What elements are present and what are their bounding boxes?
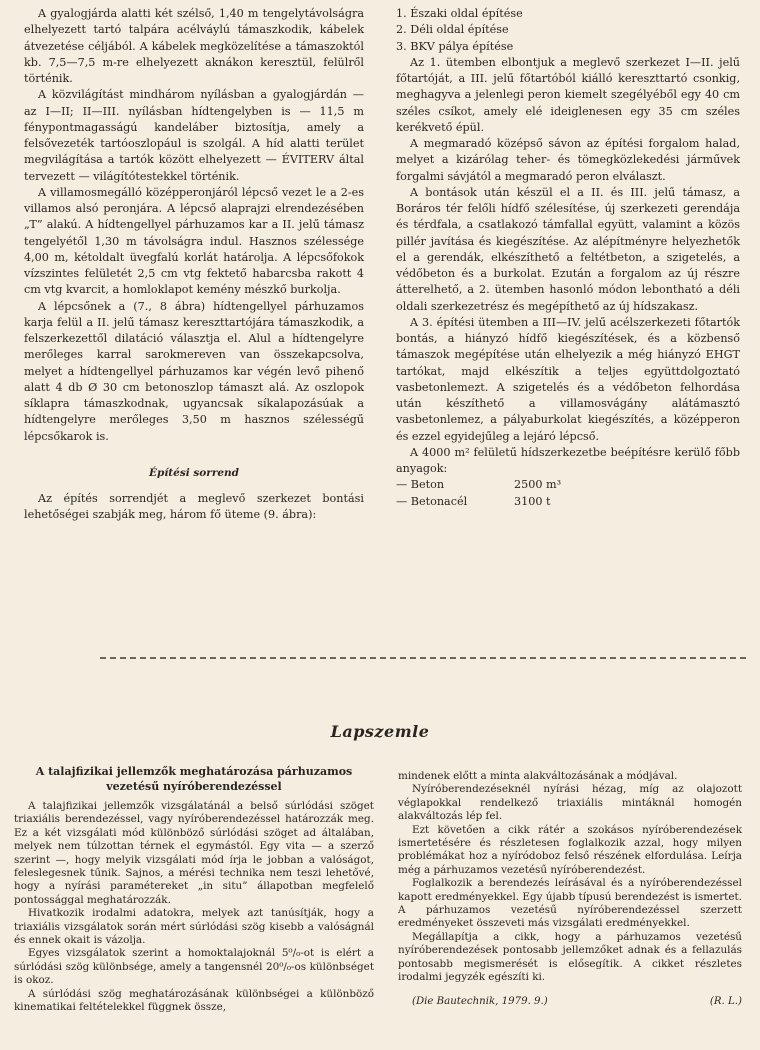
material-name: — Beton — [396, 478, 445, 492]
paragraph: mindenek előtt a minta alakváltozásának a módjával. — [398, 770, 678, 782]
paragraph: A 3. építési ütemben a III—IV. jelű acélszerkezeti főtartók bontás, a hiányzó hídfő kiegészítések, és a közbenső támaszok megépítése után elhelyezik a még hiányzó EHGT tartókat, majd elkészítik a teljes együttdolgoztató vasbetonlemezt. A szigetelés és a védőbeton felhordása után készíthető a villamosvágány alátámasztó vasbetonlemez, a pályaburkolat kiegészítés, a középperon és ezzel egyidejűleg a lejáró lépcső. — [396, 315, 740, 443]
paragraph: Az építés sorrendjét a meglevő szerkezet bontási lehetőségei szabják meg, három fő üteme (9. ábra): — [24, 492, 364, 522]
article-title: A talajfizikai jellemzők meghatározása párhuzamos vezetésű nyíróberendezéssel — [35, 765, 353, 793]
list-item: 2. Déli oldal építése — [396, 23, 509, 37]
paragraph: A talajfizikai jellemzők vizsgálatánál a belső súrlódási szöget triaxiális berendezéssel, vagy nyíróberendezéssel határozzák meg. Ez a két vizsgálati mód különböző súrlódási szöget ad általában, melyek nem túlzottan térnek el egymástól. Egy vita — a szerző szerint —, hogy melyik vizsgálati mód írja le jobban a valóságot, feleslegesnek tűnik. Sajnos, a mérési technika nem teszi lehetővé, hogy a nyírási paramétereket „in situ” állapotban megfelelő pontossággal meghatározzák. — [14, 800, 374, 906]
section-heading: Építési sorrend — [148, 466, 240, 479]
article-author: (R. L.) — [709, 995, 742, 1007]
paragraph: Megállapítja a cikk, hogy a párhuzamos vezetésű nyíróberendezések pontosabb jellemzőket adnak és a fellazulás pontosabb megismerését is elősegítik. A cikket részletes irodalmi jegyzék egészíti ki. — [398, 930, 742, 984]
paragraph: Hivatkozik irodalmi adatokra, melyek azt tanúsítják, hogy a triaxiális vizsgálatok során mért súrlódási szög kisebb a valóságnál és ennek okait is vázolja. — [14, 907, 374, 947]
paragraph: A gyalogjárda alatti két szélső, 1,40 m tengelytávolságra elhelyezett tartó talpára acélváylú támaszkodik, kábelek átvezetése céljából. A kábelek megközelítése a támaszoktól kb. 7,5—7,5 m-re elhelyezett aknákon keresztül, felülről történik. — [24, 7, 364, 85]
material-row — [396, 477, 740, 493]
paragraph: Egyes vizsgálatok szerint a homoktalajoknál 5⁰/₀-ot is elért a súrlódási szög különbsége, amely a tangensnél 20⁰/₀-os különbséget is okoz. — [14, 947, 374, 987]
paragraph: A bontások után készül el a II. és III. jelű támasz, a Boráros tér felőli hídfő szélesítése, új szerkezeti gerendája és térdfala, a csatlakozó támfallal együtt, valamint a közös pillér javítása és kiegészítése. Az alépítményre helyezhetők el a gerendák, elkészíthető a feltétbeton, a szigetelés, a védőbeton és a burkolat. Ezután a forgalom az új részre átterelhető, a 2. ütemben hasonló módon lebontható a déli oldali szerkezetrész és megépíthető az új hídszakasz. — [396, 185, 740, 313]
list-item: 1. Északi oldal építése — [396, 7, 523, 20]
material-qty: 2500 m³ — [514, 478, 562, 492]
material-name: — Betonacél — [396, 494, 468, 508]
material-qty: 3100 t — [514, 494, 551, 508]
list-item: 3. BKV pálya építése — [396, 39, 514, 53]
paragraph: A 4000 m² felületű hídszerkezetbe beépítésre kerülő főbb anyagok: — [396, 445, 740, 475]
phase-list — [396, 6, 740, 55]
paragraph: A megmaradó középső sávon az építési forgalom halad, melyet a kizárólag teher- és tömegközlekedési járművek forgalmi sávjától a megmaradó peron elválaszt. — [396, 137, 740, 183]
paragraph: A lépcsőnek a (7., 8 ábra) hídtengellyel párhuzamos karja felül a II. jelű támasz kereszttartójára támaszkodik, a felszerkezettől dilatáció választja el. Alul a hídtengelyre merőleges karral sarokmereven van összekapcsolva, melyet a hídtengellyel párhuzamos kar végén levő pihenő alatt 4 db Ø 30 cm betonoszlop támaszt alá. Az oszlopok síklapra támaszkodnak, ugyancsak síkalapozásúak a hídtengelyre merőleges 3,50 m hasznos szélességű lépcsőkarok is. — [24, 299, 364, 443]
article-right-column — [398, 770, 742, 1008]
top-right-column — [396, 6, 740, 510]
paragraph: Ezt követően a cikk rátér a szokásos nyíróberendezések ismertetésére és részletesen foglalkozik azzal, hogy milyen problémákat hoz a nyíródoboz felső részének elfordulása. Leírja még a párhuzamos vezetésű nyíróberendezést. — [398, 823, 742, 876]
paragraph: Az 1. ütemben elbontjuk a meglevő szerkezet I—II. jelű főtartóját, a III. jelű főtartóból kiálló kereszttartó csonkig, meghagyva a jelenlegi peron kiemelt szegélyéből egy 40 cm széles csíkot, amely elé ideiglenesen egy 35 cm széles kerékvető épül. — [396, 55, 740, 134]
paragraph: A villamosmegálló középperonjáról lépcső vezet le a 2-es villamos alsó peronjára. A lépcső alaprajzi elrendezésében „T” alakú. A hídtengellyel párhuzamos kar a II. jelű támasz tengelyétől 1,30 m távolságra indul. Hasznos szélessége 4,00 m, kétoldalt üvegfalú korlát határolja. A lépcsőfokok vízszintes felületét 2,5 cm vtg fektető habarcsba rakott 4 cm vtg kvarcit, a homloklapot kemény mészkő burkolja. — [24, 185, 364, 297]
paragraph: Foglalkozik a berendezés leírásával és a nyíróberendezéssel kapott eredményekkel. Egy újabb típusú berendezést is ismertet. A párhuzamos vezetésű nyíróberendezéssel szerzett eredményeket összeveti más vizsgálati eredményekkel. — [398, 877, 742, 930]
article-source-line — [398, 995, 742, 1008]
material-row — [396, 494, 740, 510]
paragraph: Nyíróberendezéseknél nyírási hézag, míg az olajozott véglapokkal rendelkező triaxiális mintáknál homogén alakváltozás lép fel. — [398, 783, 742, 823]
divider — [100, 657, 746, 659]
paragraph: A közvilágítást mindhárom nyílásban a gyalogjárdán — az I—II; II—III. nyílásban hídtengelyben is — 11,5 m fénypontmagasságú kandeláber biztosítja, amely a felsővezeték tartóoszlopául is szolgál. A híd alatti terület megvilágítása a tartók között elhelyezett — ÉVITERV által tervezett — világítótestekkel történik. — [24, 88, 364, 183]
paragraph: A súrlódási szög meghatározásának különbségei a különböző kinematikai feltételekkel függnek össze, — [14, 987, 374, 1014]
top-left-column — [24, 6, 364, 524]
article-left-column — [14, 764, 374, 1015]
article-source: (Die Bautechnik, 1979. 9.) — [412, 995, 548, 1007]
section-title: Lapszemle — [330, 722, 430, 741]
